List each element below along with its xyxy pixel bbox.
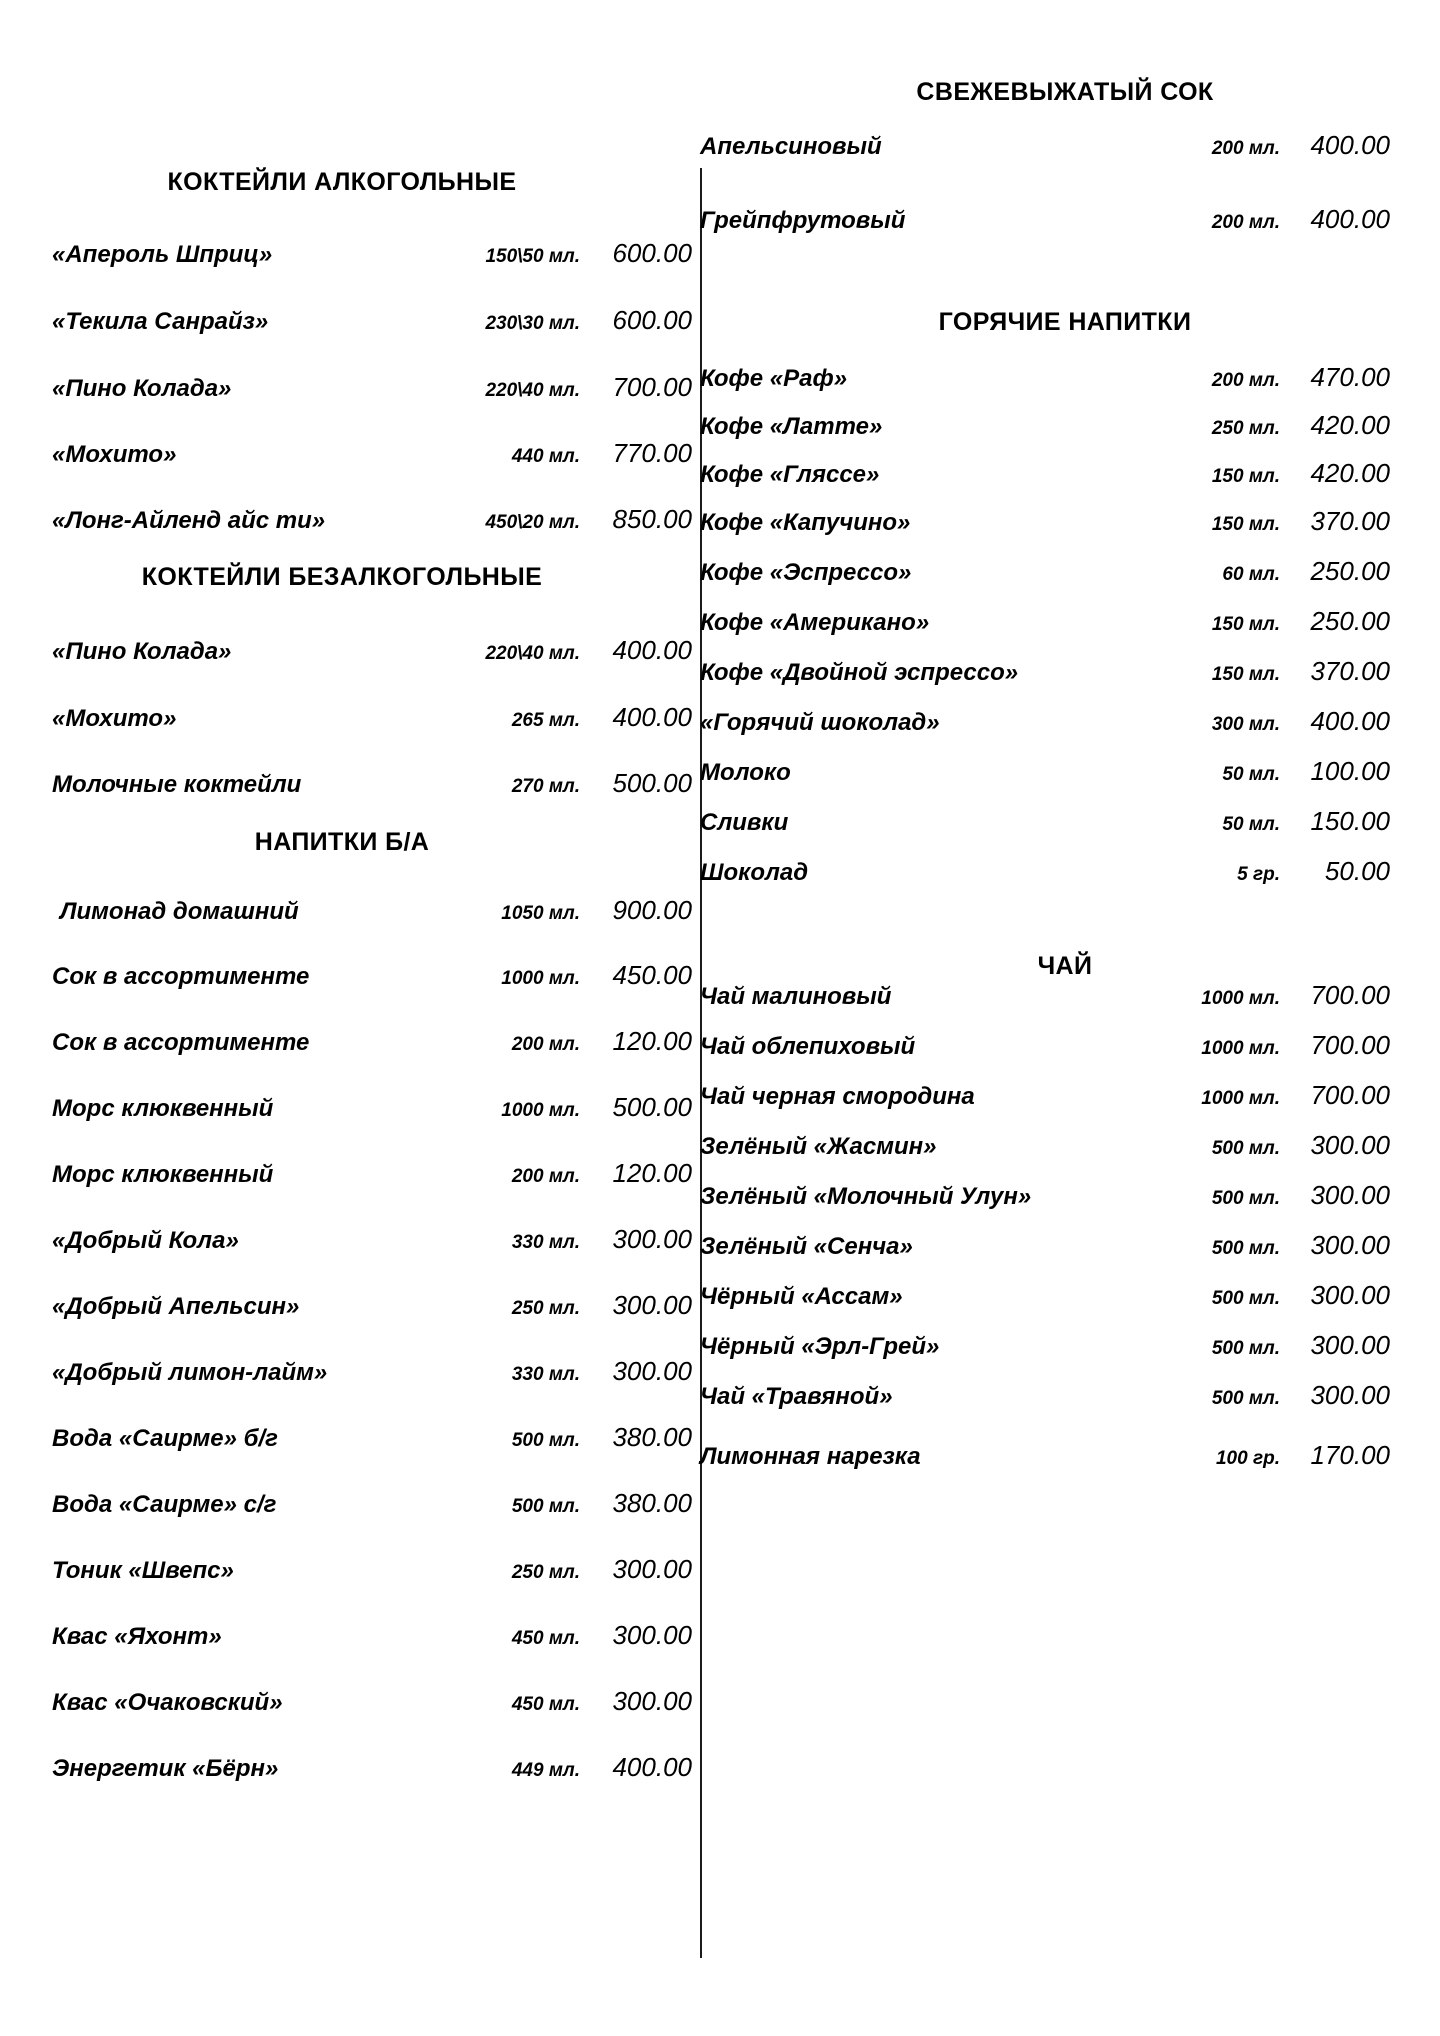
menu-row (700, 980, 1390, 1011)
menu-row (700, 204, 1390, 235)
menu-row (700, 1280, 1390, 1311)
item-price: 300.00 (1310, 1230, 1390, 1260)
item-price: 600.00 (612, 238, 692, 268)
item-price: 300.00 (612, 1356, 692, 1386)
menu-row (52, 1554, 692, 1585)
menu-row (700, 362, 1390, 393)
item-name: Вода «Саирме» с/г (52, 1491, 277, 1518)
item-price: 400.00 (1310, 706, 1390, 736)
item-name: Зелёный «Жасмин» (700, 1133, 937, 1160)
item-name: Чай черная смородина (700, 1083, 975, 1110)
item-price: 300.00 (1310, 1330, 1390, 1360)
item-price: 50.00 (1324, 856, 1390, 886)
item-volume: 450 мл. (511, 1694, 580, 1715)
item-volume: 50 мл. (1222, 764, 1280, 785)
item-name: Кофе «Гляссе» (700, 461, 880, 488)
item-price: 300.00 (1310, 1280, 1390, 1310)
item-volume: 1000 мл. (1201, 988, 1280, 1009)
item-volume: 1000 мл. (1201, 1088, 1280, 1109)
item-price: 100.00 (1310, 756, 1390, 786)
item-volume: 50 мл. (1222, 814, 1280, 835)
item-volume: 450 мл. (511, 1628, 580, 1649)
item-price: 700.00 (612, 372, 692, 402)
item-volume: 1000 мл. (501, 1100, 580, 1121)
menu-row (52, 1488, 692, 1519)
menu-row (52, 635, 692, 666)
item-volume: 1000 мл. (1201, 1038, 1280, 1059)
item-name: «Пино Колада» (52, 375, 232, 402)
item-price: 400.00 (612, 1752, 692, 1782)
item-name: Молоко (700, 759, 791, 786)
item-price: 850.00 (612, 504, 692, 534)
menu-row (700, 1440, 1390, 1471)
item-price: 400.00 (612, 635, 692, 665)
item-name: «Горячий шоколад» (700, 709, 940, 736)
item-volume: 150\50 мл. (485, 246, 580, 267)
item-volume: 300 мл. (1211, 714, 1280, 735)
menu-row (52, 504, 692, 535)
item-name: Кофе «Американо» (700, 609, 930, 636)
item-name: Сок в ассортименте (52, 963, 310, 990)
item-price: 250.00 (1310, 606, 1390, 636)
item-name: «Апероль Шприц» (52, 241, 273, 268)
item-price: 370.00 (1310, 656, 1390, 686)
item-price: 300.00 (1310, 1380, 1390, 1410)
item-volume: 150 мл. (1211, 514, 1280, 535)
item-name: Кофе «Эспрессо» (700, 559, 912, 586)
item-volume: 220\40 мл. (485, 643, 580, 664)
item-name: Шоколад (700, 859, 809, 886)
item-volume: 500 мл. (1211, 1188, 1280, 1209)
item-volume: 200 мл. (1211, 212, 1280, 233)
item-volume: 200 мл. (1211, 370, 1280, 391)
item-price: 700.00 (1310, 1080, 1390, 1110)
item-volume: 330 мл. (511, 1364, 580, 1385)
menu-row (52, 1422, 692, 1453)
menu-row (52, 1686, 692, 1717)
item-price: 370.00 (1310, 506, 1390, 536)
menu-row (700, 1230, 1390, 1261)
item-name: Тоник «Швепс» (52, 1557, 234, 1584)
item-name: Грейпфрутовый (700, 207, 906, 234)
menu-row (700, 410, 1390, 441)
item-name: «Мохито» (52, 705, 177, 732)
menu-row (52, 305, 692, 336)
menu-row (52, 895, 692, 926)
item-price: 420.00 (1310, 410, 1390, 440)
item-volume: 230\30 мл. (485, 313, 580, 334)
item-volume: 100 гр. (1215, 1448, 1280, 1469)
item-price: 380.00 (612, 1488, 692, 1518)
menu-row (700, 1180, 1390, 1211)
menu-row (700, 656, 1390, 687)
item-name: Зелёный «Молочный Улун» (700, 1183, 1032, 1210)
menu-row (52, 1356, 692, 1387)
menu-row (700, 706, 1390, 737)
item-price: 600.00 (612, 305, 692, 335)
item-price: 300.00 (612, 1686, 692, 1716)
item-name: Энергетик «Бёрн» (52, 1755, 279, 1782)
item-price: 420.00 (1310, 458, 1390, 488)
item-name: Чай «Травяной» (700, 1383, 893, 1410)
item-name: Зелёный «Сенча» (700, 1233, 913, 1260)
item-volume: 500 мл. (511, 1496, 580, 1517)
item-name: Апельсиновый (700, 133, 882, 160)
menu-row (700, 856, 1390, 887)
item-price: 470.00 (1310, 362, 1390, 392)
menu-row (700, 1080, 1390, 1111)
item-volume: 500 мл. (1211, 1238, 1280, 1259)
item-price: 150.00 (1310, 806, 1390, 836)
item-name: Сок в ассортименте (52, 1029, 310, 1056)
item-price: 300.00 (1310, 1180, 1390, 1210)
item-price: 770.00 (612, 438, 692, 468)
item-volume: 150 мл. (1211, 664, 1280, 685)
menu-row (700, 458, 1390, 489)
menu-row (700, 756, 1390, 787)
item-volume: 265 мл. (511, 710, 580, 731)
item-name: Кофе «Капучино» (700, 509, 911, 536)
menu-row (700, 1330, 1390, 1361)
item-price: 900.00 (612, 895, 692, 925)
menu-row (52, 372, 692, 403)
item-volume: 250 мл. (511, 1562, 580, 1583)
item-name: Вода «Саирме» б/г (52, 1425, 278, 1452)
item-name: «Пино Колада» (52, 638, 232, 665)
menu-row (52, 1752, 692, 1783)
menu-row (700, 130, 1390, 161)
item-name: Морс клюквенный (52, 1161, 274, 1188)
menu-row (52, 768, 692, 799)
menu-row (52, 1620, 692, 1651)
item-volume: 200 мл. (1211, 138, 1280, 159)
item-price: 700.00 (1310, 1030, 1390, 1060)
item-price: 400.00 (1310, 130, 1390, 160)
item-price: 400.00 (1310, 204, 1390, 234)
item-volume: 150 мл. (1211, 466, 1280, 487)
menu-row (52, 1158, 692, 1189)
item-volume: 270 мл. (511, 776, 580, 797)
item-name: «Добрый Апельсин» (52, 1293, 300, 1320)
item-price: 300.00 (612, 1290, 692, 1320)
item-price: 450.00 (612, 960, 692, 990)
item-name: Чай малиновый (700, 983, 892, 1010)
item-name: Квас «Яхонт» (52, 1623, 222, 1650)
item-price: 400.00 (612, 702, 692, 732)
section-title-fresh-juice: СВЕЖЕВЫЖАТЫЙ СОК (916, 78, 1214, 106)
item-price: 300.00 (1310, 1130, 1390, 1160)
item-volume: 1050 мл. (501, 903, 580, 924)
item-price: 120.00 (612, 1026, 692, 1056)
item-name: «Мохито» (52, 441, 177, 468)
item-name: Чёрный «Эрл-Грей» (700, 1333, 940, 1360)
item-name: Морс клюквенный (52, 1095, 274, 1122)
item-name: Чай облепиховый (700, 1033, 916, 1060)
item-volume: 500 мл. (1211, 1288, 1280, 1309)
menu-row (700, 556, 1390, 587)
item-volume: 220\40 мл. (485, 380, 580, 401)
item-volume: 330 мл. (511, 1232, 580, 1253)
item-price: 300.00 (612, 1554, 692, 1584)
menu-row (700, 1380, 1390, 1411)
menu-row (52, 1224, 692, 1255)
menu-row (700, 1130, 1390, 1161)
item-volume: 500 мл. (511, 1430, 580, 1451)
section-title-hot-drinks: ГОРЯЧИЕ НАПИТКИ (938, 308, 1192, 336)
menu-row (700, 806, 1390, 837)
item-volume: 500 мл. (1211, 1338, 1280, 1359)
item-price: 500.00 (612, 768, 692, 798)
menu-row (700, 606, 1390, 637)
section-title-soft-drinks: НАПИТКИ Б/А (254, 828, 430, 856)
item-price: 170.00 (1310, 1440, 1390, 1470)
menu-row (52, 1026, 692, 1057)
item-volume: 449 мл. (511, 1760, 580, 1781)
item-name: Кофе «Раф» (700, 365, 848, 392)
item-volume: 440 мл. (511, 446, 580, 467)
item-volume: 60 мл. (1222, 564, 1280, 585)
item-volume: 250 мл. (1211, 418, 1280, 439)
menu-row (52, 960, 692, 991)
item-volume: 500 мл. (1211, 1138, 1280, 1159)
menu-row (52, 238, 692, 269)
item-name: Сливки (700, 809, 789, 836)
item-volume: 450\20 мл. (485, 512, 580, 533)
item-volume: 200 мл. (511, 1034, 580, 1055)
item-name: Кофе «Латте» (700, 413, 883, 440)
item-name: Лимонад домашний (60, 898, 299, 925)
section-title-tea: ЧАЙ (1037, 952, 1093, 980)
item-volume: 250 мл. (511, 1298, 580, 1319)
menu-row (52, 1290, 692, 1321)
item-name: Молочные коктейли (52, 771, 302, 798)
item-price: 120.00 (612, 1158, 692, 1188)
item-name: Кофе «Двойной эспрессо» (700, 659, 1019, 686)
item-price: 500.00 (612, 1092, 692, 1122)
menu-row (52, 1092, 692, 1123)
menu-row (52, 438, 692, 469)
item-name: «Текила Санрайз» (52, 308, 269, 335)
menu-row (52, 702, 692, 733)
menu-row (700, 1030, 1390, 1061)
item-price: 380.00 (612, 1422, 692, 1452)
item-price: 250.00 (1310, 556, 1390, 586)
item-volume: 5 гр. (1237, 864, 1280, 885)
item-volume: 150 мл. (1211, 614, 1280, 635)
item-name: Лимонная нарезка (700, 1443, 921, 1470)
item-name: Чёрный «Ассам» (700, 1283, 903, 1310)
item-volume: 500 мл. (1211, 1388, 1280, 1409)
item-name: Квас «Очаковский» (52, 1689, 283, 1716)
item-price: 300.00 (612, 1620, 692, 1650)
item-name: «Добрый Кола» (52, 1227, 239, 1254)
item-name: «Лонг-Айленд айс ти» (52, 507, 326, 534)
item-price: 300.00 (612, 1224, 692, 1254)
menu-row (700, 506, 1390, 537)
item-name: «Добрый лимон-лайм» (52, 1359, 328, 1386)
section-title-cocktails-alcoholic: КОКТЕЙЛИ АЛКОГОЛЬНЫЕ (167, 168, 517, 196)
item-volume: 200 мл. (511, 1166, 580, 1187)
section-title-cocktails-nonalcoholic: КОКТЕЙЛИ БЕЗАЛКОГОЛЬНЫЕ (141, 563, 543, 591)
item-volume: 1000 мл. (501, 968, 580, 989)
item-price: 700.00 (1310, 980, 1390, 1010)
